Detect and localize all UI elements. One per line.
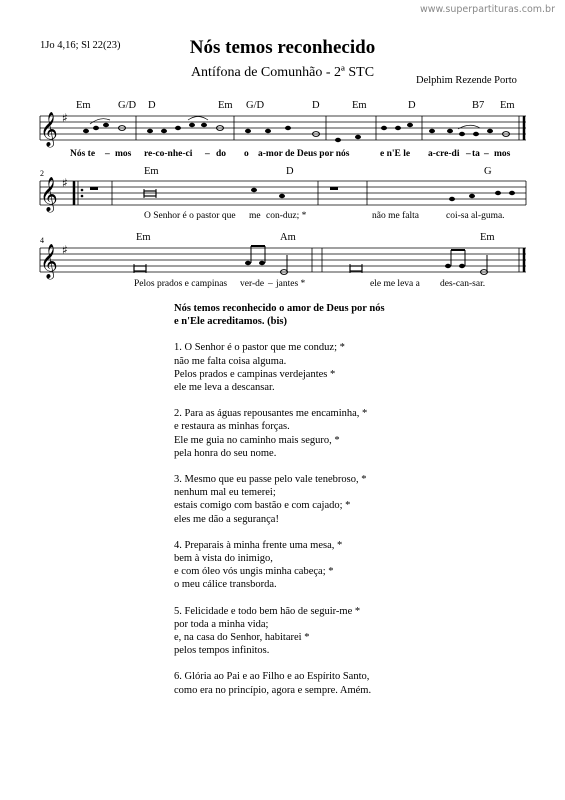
site-watermark: www.superpartituras.com.br xyxy=(419,4,555,15)
rest-icon xyxy=(330,187,338,190)
lyric-syllable: coi-sa al-guma. xyxy=(446,211,505,221)
lyric-syllable: Pelos prados e campinas xyxy=(134,279,228,289)
lyric-syllable: e n'E le xyxy=(380,149,411,159)
stanza-line: e com óleo vós ungis minha cabeça; * xyxy=(174,566,334,578)
scripture-reference: 1Jo 4,16; Sl 22(23) xyxy=(40,40,121,51)
lyric-syllable: ele me leva a xyxy=(370,279,420,289)
lyrics-system-2 xyxy=(144,210,505,221)
refrain-line: e n'Ele acreditamos. (bis) xyxy=(174,316,287,328)
stanza-line: e, na casa do Senhor, habitarei * xyxy=(174,632,310,644)
stanza-line: não me falta coisa alguma. xyxy=(174,355,287,367)
lyric-syllable: do xyxy=(216,149,227,159)
lyric-syllable: a-mor de Deus por nós xyxy=(258,149,350,159)
chords-system-3 xyxy=(136,232,495,243)
measure-number: 2 xyxy=(40,169,44,178)
sharp-icon: ♯ xyxy=(62,176,68,190)
chord-symbol: G/D xyxy=(118,100,137,111)
lyric-syllable: des-can-sar. xyxy=(440,279,486,289)
chord-symbol: Em xyxy=(352,100,367,111)
stanza-line: Pelos prados e campinas verdejantes * xyxy=(174,368,336,380)
chords-system-1 xyxy=(76,100,515,111)
chord-symbol: Em xyxy=(136,232,151,243)
treble-clef-icon: 𝄞 xyxy=(40,244,58,279)
lyrics-system-3 xyxy=(134,279,485,289)
staff-system-2 xyxy=(40,166,526,221)
stanza-1 xyxy=(174,341,534,394)
stanza-line: 5. Felicidade e todo bem hão de seguir-me * xyxy=(174,605,361,617)
treble-clef-icon: 𝄞 xyxy=(40,112,58,147)
measure-number: 4 xyxy=(40,236,44,245)
chords-system-2 xyxy=(144,166,492,177)
rest-icon xyxy=(90,187,98,190)
lyric-hyphen: – xyxy=(484,149,489,159)
lyric-syllable: con-duz; * xyxy=(266,211,307,221)
chord-symbol: Em xyxy=(480,232,495,243)
refrain-line: Nós temos reconhecido o amor de Deus por nós xyxy=(174,303,385,314)
staff-system-1 xyxy=(40,100,526,159)
chord-symbol: B7 xyxy=(472,100,485,111)
lyric-syllable: jantes * xyxy=(276,279,306,289)
chord-symbol: Am xyxy=(280,232,296,243)
stanza-line: o meu cálice transborda. xyxy=(174,579,277,591)
lyric-syllable: re-co-nhe-ci xyxy=(144,149,193,159)
sharp-icon: ♯ xyxy=(62,243,68,257)
composer-name: Delphim Rezende Porto xyxy=(416,75,517,86)
chord-symbol: G xyxy=(484,166,492,177)
lyric-syllable: não me falta xyxy=(372,211,419,221)
stanza-line: 4. Preparais à minha frente uma mesa, * xyxy=(174,539,343,551)
refrain xyxy=(174,302,534,328)
lyric-hyphen: – xyxy=(205,149,210,159)
lyric-syllable: mos xyxy=(115,149,132,159)
lyric-syllable: mos xyxy=(494,149,511,159)
stanza-4 xyxy=(174,539,534,592)
stanza-line: pelos tempos infinitos. xyxy=(174,645,270,657)
lyric-hyphen: – xyxy=(268,279,273,289)
lyric-syllable: me xyxy=(249,211,261,221)
chord-symbol: G/D xyxy=(246,100,265,111)
notes-system-1 xyxy=(83,123,510,142)
lyric-syllable: ver-de xyxy=(240,279,265,289)
stanza-line: 3. Mesmo que eu passe pelo vale tenebroso, * xyxy=(174,474,367,486)
staff-system-3 xyxy=(40,232,526,289)
lyric-syllable: Nós te xyxy=(70,149,96,159)
chord-symbol: D xyxy=(148,100,156,111)
stanza-line: Ele me guia no caminho mais seguro, * xyxy=(174,434,340,446)
stanza-6 xyxy=(174,670,534,696)
lyric-syllable: O Senhor é o pastor que xyxy=(144,211,236,221)
chord-symbol: D xyxy=(286,166,294,177)
stanza-line: eles me dão a segurança! xyxy=(174,513,279,525)
chord-symbol: Em xyxy=(218,100,233,111)
sharp-icon: ♯ xyxy=(62,111,68,125)
stanza-line: 6. Glória ao Pai e ao Filho e ao Espírito Santo, xyxy=(174,671,370,683)
lyric-syllable: a-cre-di xyxy=(428,149,460,159)
stanza-line: nenhum mal eu temerei; xyxy=(174,487,276,499)
stanza-line: bem à vista do inimigo, xyxy=(174,553,273,565)
chord-symbol: Em xyxy=(500,100,515,111)
stanza-3 xyxy=(174,473,534,526)
chord-symbol: D xyxy=(408,100,416,111)
stanza-line: como era no princípio, agora e sempre. Amém. xyxy=(174,684,372,696)
stanza-line: pela honra do seu nome. xyxy=(174,447,277,459)
lyric-syllable: o xyxy=(244,149,249,159)
lyrics-text-block xyxy=(174,302,534,710)
stanza-5 xyxy=(174,605,534,658)
lyrics-system-1 xyxy=(70,149,511,159)
stanza-line: ele me leva a descansar. xyxy=(174,382,275,394)
chord-symbol: D xyxy=(312,100,320,111)
stanza-line: estais comigo com bastão e com cajado; * xyxy=(174,500,351,512)
chord-symbol: Em xyxy=(76,100,91,111)
song-title: Nós temos reconhecido xyxy=(189,37,376,58)
lyric-hyphen: – xyxy=(466,149,471,159)
stanza-line: e restaura as minhas forças. xyxy=(174,421,290,433)
lyric-hyphen: – xyxy=(105,149,110,159)
song-subtitle: Antífona de Comunhão - 2ª STC xyxy=(190,65,375,80)
stanza-2 xyxy=(174,407,534,460)
music-score xyxy=(0,0,565,300)
stanza-line: 2. Para as águas repousantes me encaminha, * xyxy=(174,408,368,420)
stanza-line: 1. O Senhor é o pastor que me conduz; * xyxy=(174,342,345,354)
treble-clef-icon: 𝄞 xyxy=(40,177,58,212)
lyric-syllable: ta xyxy=(472,149,480,159)
chord-symbol: Em xyxy=(144,166,159,177)
slurs-system-1 xyxy=(90,117,480,130)
stanza-line: por toda a minha vida; xyxy=(174,618,269,630)
